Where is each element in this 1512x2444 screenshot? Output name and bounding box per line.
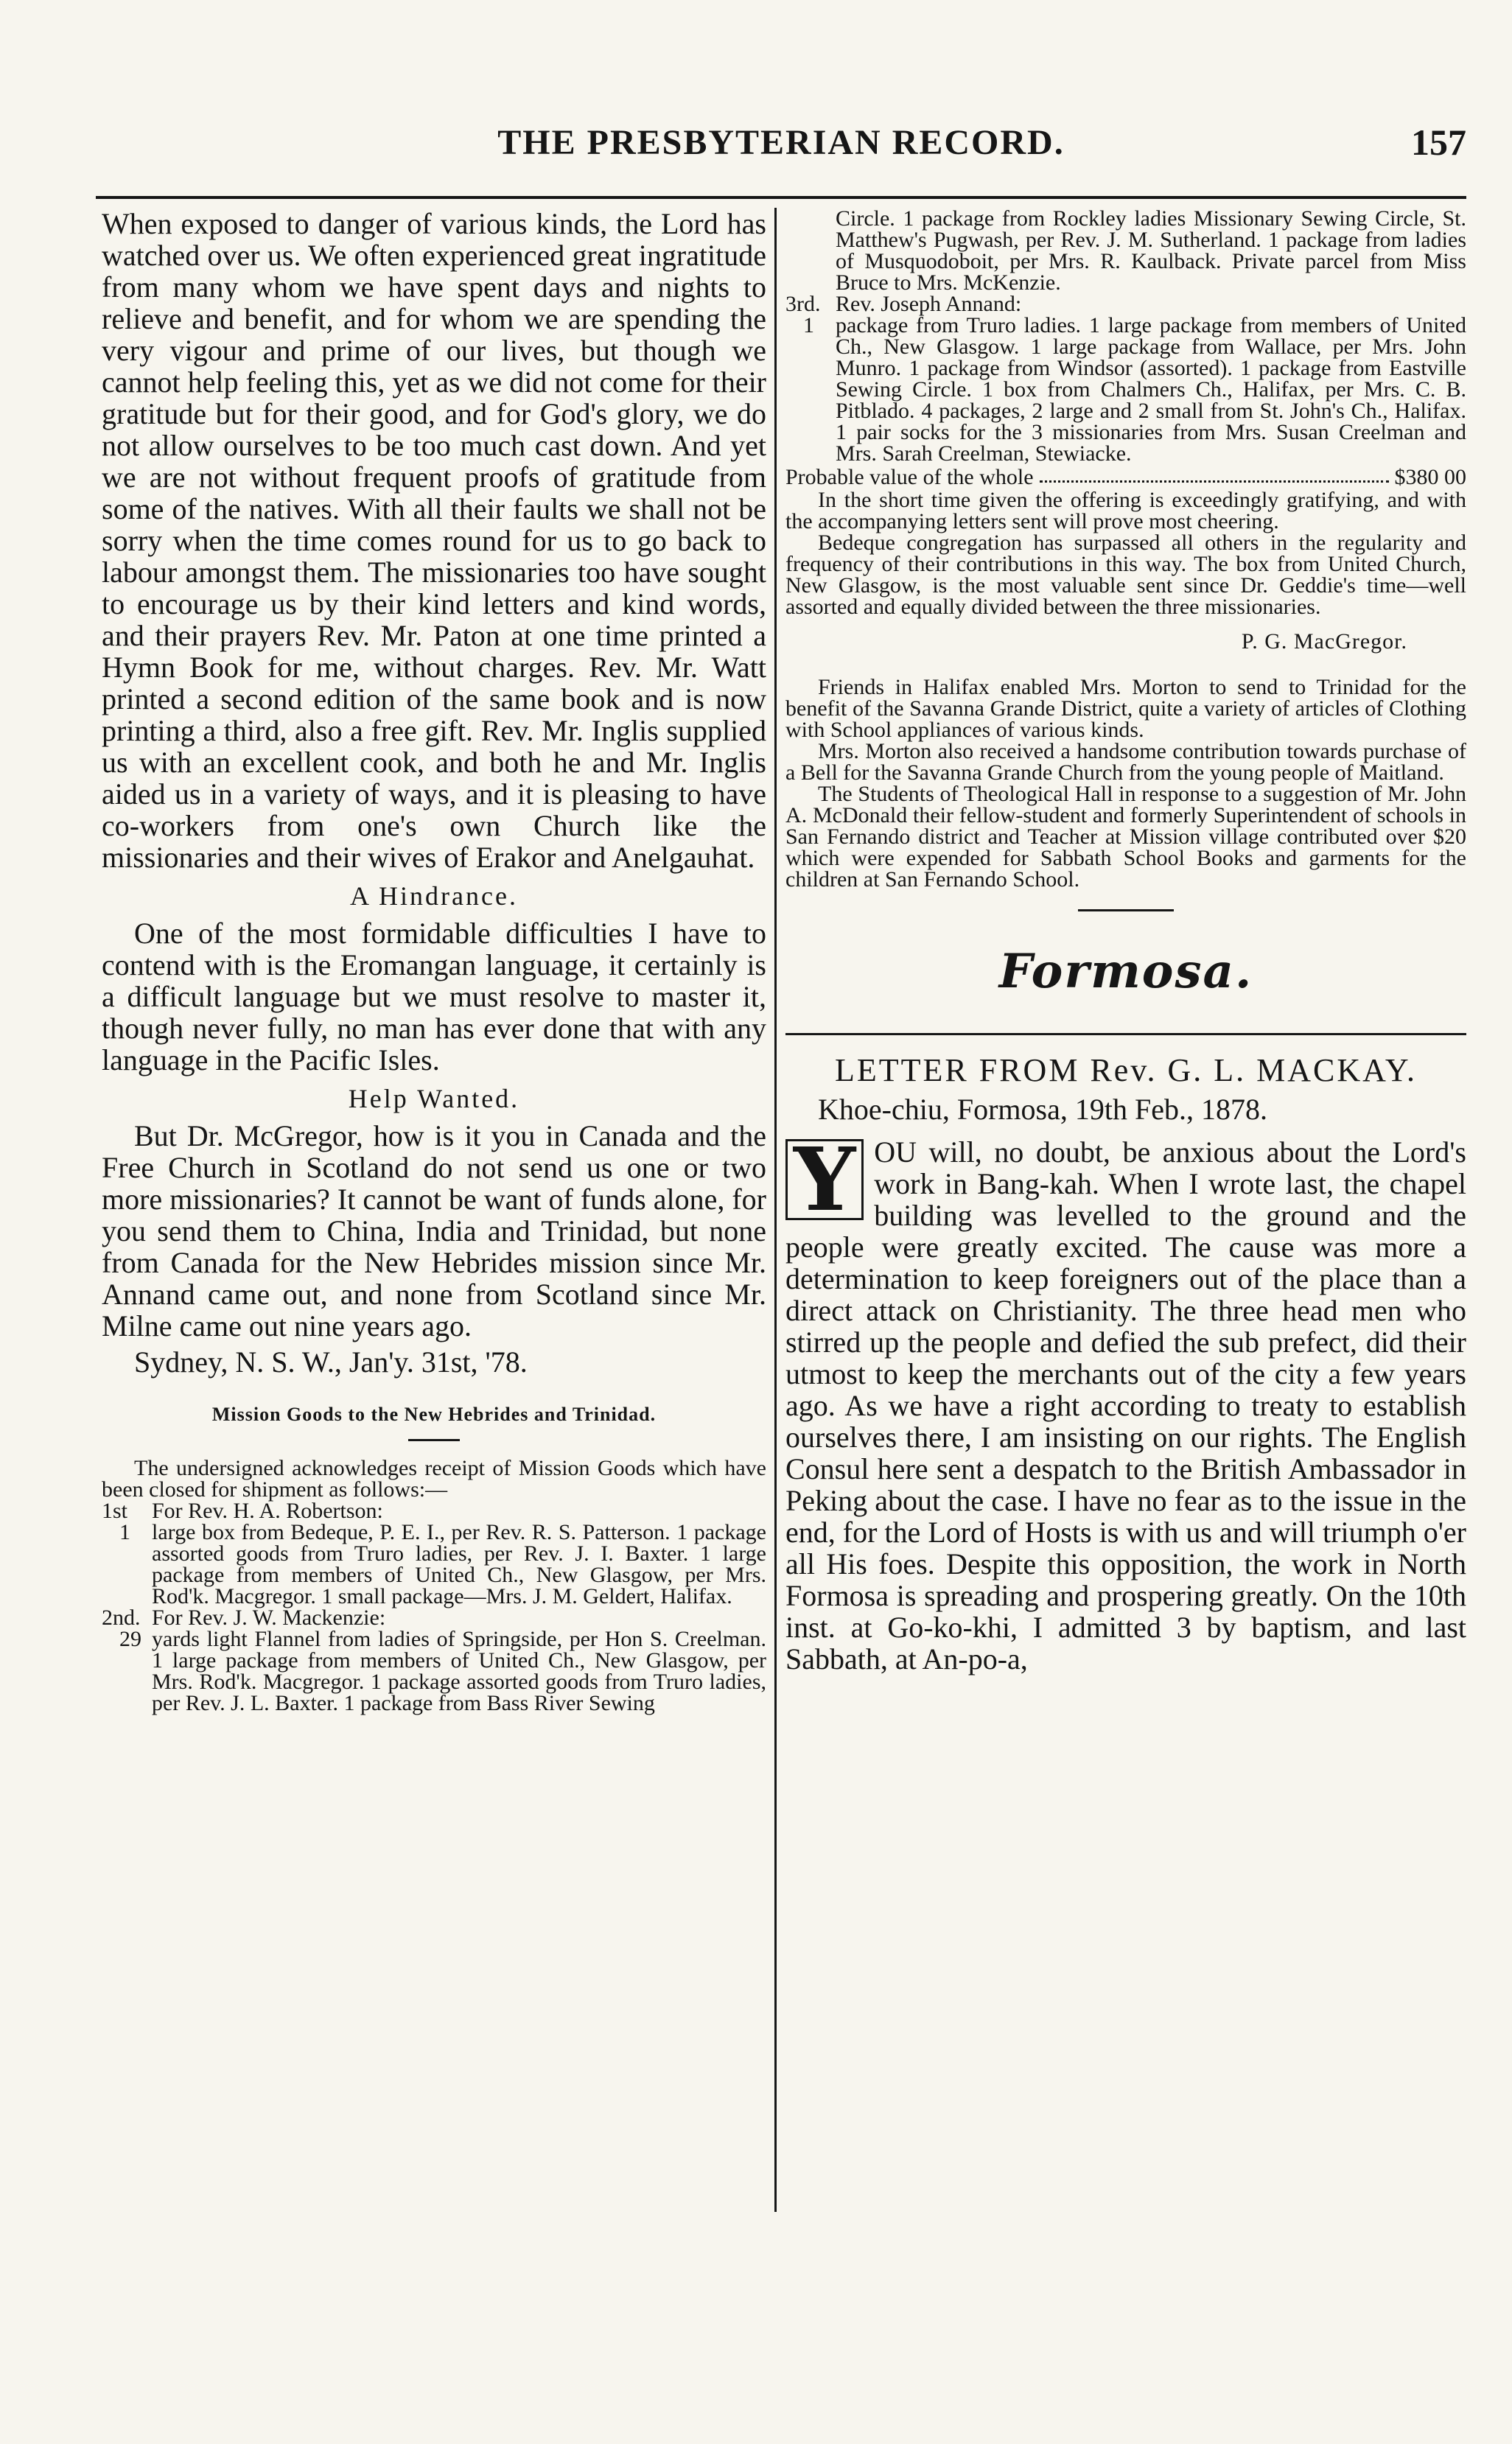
list-label: 3rd. (785, 292, 821, 316)
list-continuation: Circle. 1 package from Rockley ladies Missionary Sewing Circle, St. Matthew's Pugwash, per Rev. J. M. Sutherland. 1 package from ladies of Musquodoboit, per Mrs. R. Kaulback. Private parcel from Miss Bruce to Mrs. McKenzie. (836, 206, 1466, 295)
running-header (96, 118, 1466, 169)
short-rule (408, 1439, 460, 1441)
paragraph-short-time: In the short time given the offering is exceedingly gratifying, and with the accompanying letters sent will prove most cheering. (785, 488, 1466, 533)
list-number: 1 (803, 313, 814, 337)
list-number: 1 (119, 1520, 130, 1544)
letter-dateline: Sydney, N. S. W., Jan'y. 31st, '78. (134, 1345, 528, 1379)
column-divider (774, 208, 777, 2212)
letter-body (785, 1128, 1466, 1676)
subheading-help-wanted: Help Wanted. (348, 1084, 520, 1113)
list-label: 1st (102, 1499, 128, 1523)
list-text: For Rev. H. A. Robertson: (152, 1499, 383, 1523)
total-label: Probable value of the whole (785, 465, 1034, 489)
total-value-row (785, 466, 1466, 489)
paragraph-students: The Students of Theological Hall in response to a suggestion of Mr. John A. McDonald their fellow-student and formerly Superintendent of schools in San Fernando district and Teacher at Mission village contributed over $20 which were expended for Sabbath School Books and garments for the children at San Fernando School. (785, 782, 1466, 892)
list-number: 29 (119, 1627, 141, 1651)
list-detail: large box from Bedeque, P. E. I., per Rev. R. S. Patterson. 1 package assorted goods from Truro ladies, per Rev. J. I. Baxter. 1 large package from members of United Ch., New Glasgow, per Mrs. Rod'k. Macgregor. 1 small package—Mrs. J. M. Geldert, Halifax. (152, 1520, 766, 1608)
list-item-third-detail (785, 315, 1466, 464)
journal-title: THE PRESBYTERIAN RECORD. (497, 123, 1065, 162)
total-amount: $380 00 (1394, 465, 1466, 489)
left-column (102, 208, 766, 1714)
paragraph-bedeque: Bedeque congregation has surpassed all others in the regularity and frequency of their contributions in this way. The box from United Church, New Glasgow, is the most valuable sent since Dr. Geddie's time—well assorted and equally divided between the three missionaries. (785, 531, 1466, 619)
signature: P. G. MacGregor. (1241, 629, 1407, 654)
header-rule (96, 196, 1466, 199)
list-detail: package from Truro ladies. 1 large package from members of United Ch., New Glasgow. 1 large package from Wallace, per Mrs. John Munro. 1 package from Windsor (assorted). 1 package from Eastville Sewing Circle. 1 box from Chalmers Ch., Halifax, per Mrs. C. B. Pitblado. 4 packages, 2 large and 2 small from St. John's Ch., Halifax. 1 pair socks for the 3 missionaries from Mrs. Susan Creelman and Mrs. Sarah Creelman, Stewiacke. (836, 313, 1466, 466)
section-divider (1078, 909, 1174, 911)
section-heading-mission-goods: Mission Goods to the New Hebrides and Trinidad. (211, 1404, 657, 1425)
subheading-hindrance: A Hindrance. (350, 881, 518, 911)
list-item-second-detail (102, 1628, 766, 1714)
letter-title: LETTER FROM Rev. G. L. MACKAY. (835, 1052, 1417, 1088)
list-item-first-detail (102, 1522, 766, 1607)
list-label: 2nd. (102, 1606, 141, 1630)
drop-cap: Y (785, 1139, 864, 1220)
list-item-third (785, 293, 1466, 315)
formosa-heading: Formosa. (998, 944, 1253, 999)
list-detail: yards light Flannel from ladies of Springside, per Hon S. Creelman. 1 large package from members of United Ch., New Glasgow, per Mrs. Rod'k. Macgregor. 1 package assorted goods from Truro ladies, per Rev. J. L. Baxter. 1 package from Bass River Sewing (152, 1627, 766, 1715)
paragraph-friends-halifax: Friends in Halifax enabled Mrs. Morton to send to Trinidad for the benefit of the Savanna Grande District, quite a variety of articles of Clothing with School appliances of various kinds. (785, 675, 1466, 742)
list-item-first (102, 1500, 766, 1522)
paragraph-language-difficulty: One of the most formidable difficulties I have to contend with is the Eromangan language, it certainly is a difficult language but we must resolve to master it, though never fully, no man has ever done that with any language in the Pacific Isles. (102, 917, 766, 1076)
rule-above-letter (785, 1033, 1466, 1035)
letter-body-text: OU will, no doubt, be anxious about the Lord's work in Bang-kah. When I wrote last, the chapel building was levelled to the ground and the people were greatly excited. The cause was more a determination to keep foreigners out of the place than a direct attack on Christianity. The three head men who stirred up the people and defied the sub prefect, did their utmost to keep the merchants out of the city a few years ago. As we have a right according to treaty to establish ourselves there, I am insisting on our rights. The English Consul here sent a despatch to the British Ambassador in Peking about the case. I have no fear as to the issue in the end, for the Lord of Hosts is with us and will triumph o'er all His foes. Despite this opposition, the work in North Formosa is spreading and prospering greatly. On the 10th inst. at Go-ko-khi, I admitted 3 by baptism, and last Sabbath, at An-po-a, (785, 1135, 1466, 1676)
paragraph-missionary-letter: When exposed to danger of various kinds, the Lord has watched over us. We often experienced great ingratitude from many whom we have spent days and nights to relieve and benefit, and for whom we are spending the very vigour and prime of our lives, but though we cannot help feeling this, yet as we did not come for their gratitude but for their good, and for God's glory, we do not allow ourselves to be too much cast down. And yet we are not without frequent proofs of gratitude from some of the natives. With all their faults we shall not be sorry when the time comes round for us to go back to labour amongst them. The missionaries too have sought to encourage us by their kind letters and kind words, and their prayers Rev. Mr. Paton at one time printed a Hymn Book for me, without charges. Rev. Mr. Watt printed a second edition of the same book and is now printing a third, also a free gift. Rev. Mr. Inglis supplied us with an excellent cook, and both he and Mr. Inglis aided us in a variety of ways, and it is pleasing to have co-workers from one's own Church like the missionaries and their wives of Erakor and Anelgauhat. (102, 207, 766, 874)
paragraph-help-wanted: But Dr. McGregor, how is it you in Canada and the Free Church in Scotland do not send us one or two more missionaries? It cannot be want of funds alone, for you send them to China, India and Trinidad, but none from Canada for the New Hebrides mission since Mr. Annand came out, and none from Scotland since Mr. Milne came out nine years ago. (102, 1119, 766, 1342)
list-item-second (102, 1607, 766, 1628)
leader-dots (1040, 466, 1389, 483)
right-column (785, 208, 1466, 1675)
list-text: Rev. Joseph Annand: (836, 292, 1022, 316)
letter-dateline-formosa: Khoe-chiu, Formosa, 19th Feb., 1878. (818, 1093, 1267, 1126)
paragraph-mrs-morton: Mrs. Morton also received a handsome contribution towards purchase of a Bell for the Savanna Grande Church from the young people of Maitland. (785, 739, 1466, 785)
list-text: For Rev. J. W. Mackenzie: (152, 1606, 386, 1630)
mission-goods-intro: The undersigned acknowledges receipt of Mission Goods which have been closed for shipment as follows:— (102, 1456, 766, 1502)
page-number: 157 (1411, 122, 1466, 163)
